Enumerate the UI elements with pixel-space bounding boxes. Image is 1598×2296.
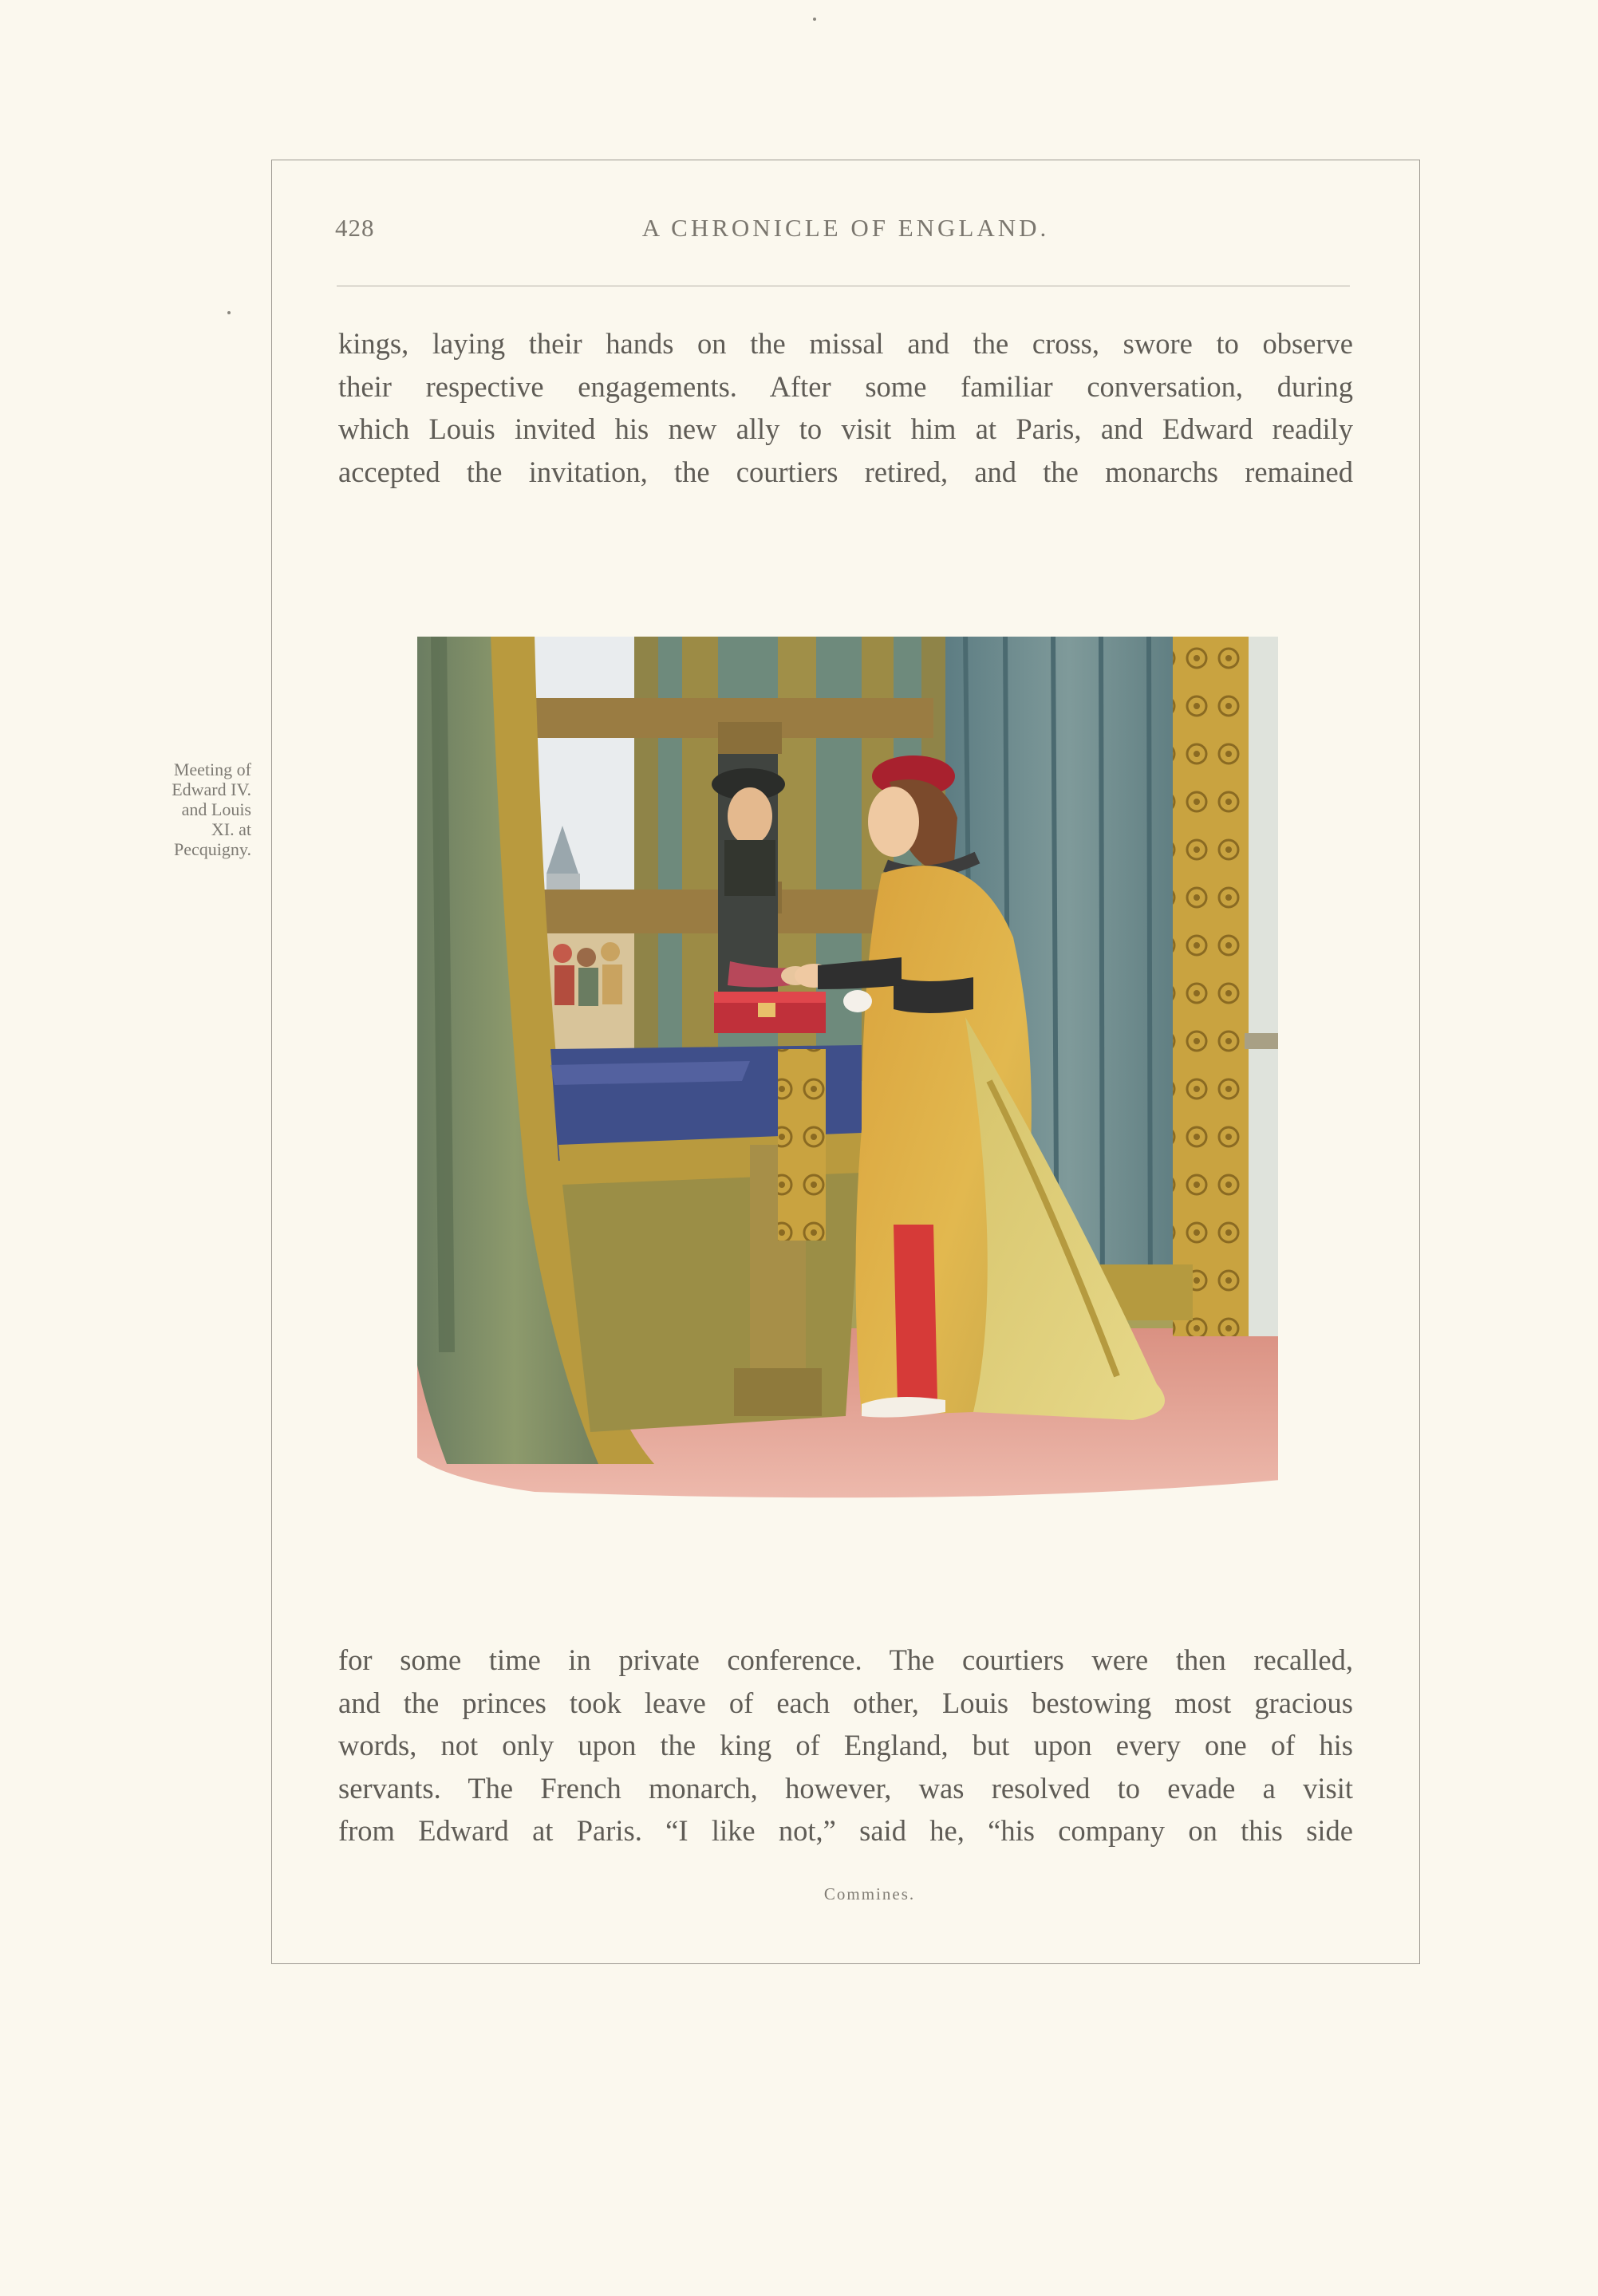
paper-speck bbox=[227, 311, 231, 314]
footnote: Commines. bbox=[823, 1884, 916, 1903]
illustration-meeting-of-kings bbox=[415, 634, 1280, 1504]
body-text-top bbox=[338, 322, 1353, 493]
text-line: accepted the invitation, the courtiers retired, and the monarchs remained bbox=[338, 455, 1353, 488]
marginal-note bbox=[120, 759, 251, 859]
paper-speck bbox=[813, 18, 816, 21]
marginal-note-line: Pecquigny. bbox=[174, 839, 251, 859]
marginal-note-line: Edward IV. bbox=[172, 779, 251, 799]
engraving-image bbox=[415, 634, 1280, 1504]
text-line: servants. The French monarch, however, was resolved to evade a visit bbox=[338, 1771, 1353, 1805]
text-line: kings, laying their hands on the missal and the cross, swore to observe bbox=[338, 327, 1353, 360]
page-number: 428 bbox=[335, 214, 375, 242]
running-title: A CHRONICLE OF ENGLAND. bbox=[641, 214, 1050, 242]
marginal-note-line: and Louis bbox=[181, 799, 251, 819]
running-head bbox=[335, 214, 1356, 254]
body-text-bottom bbox=[338, 1639, 1353, 1852]
marginal-note-line: XI. at bbox=[211, 819, 251, 839]
text-line: and the princes took leave of each other, Louis bestowing most gracious bbox=[338, 1686, 1353, 1719]
text-line: which Louis invited his new ally to visit him at Paris, and Edward readily bbox=[338, 412, 1353, 445]
text-line: from Edward at Paris. “I like not,” said he, “his company on this side bbox=[338, 1814, 1353, 1847]
text-line: for some time in private conference. The courtiers were then recalled, bbox=[338, 1643, 1353, 1676]
text-line: words, not only upon the king of England, but upon every one of his bbox=[338, 1729, 1353, 1761]
marginal-note-line: Meeting of bbox=[173, 759, 251, 779]
text-line: their respective engagements. After some familiar conversation, during bbox=[338, 369, 1353, 403]
